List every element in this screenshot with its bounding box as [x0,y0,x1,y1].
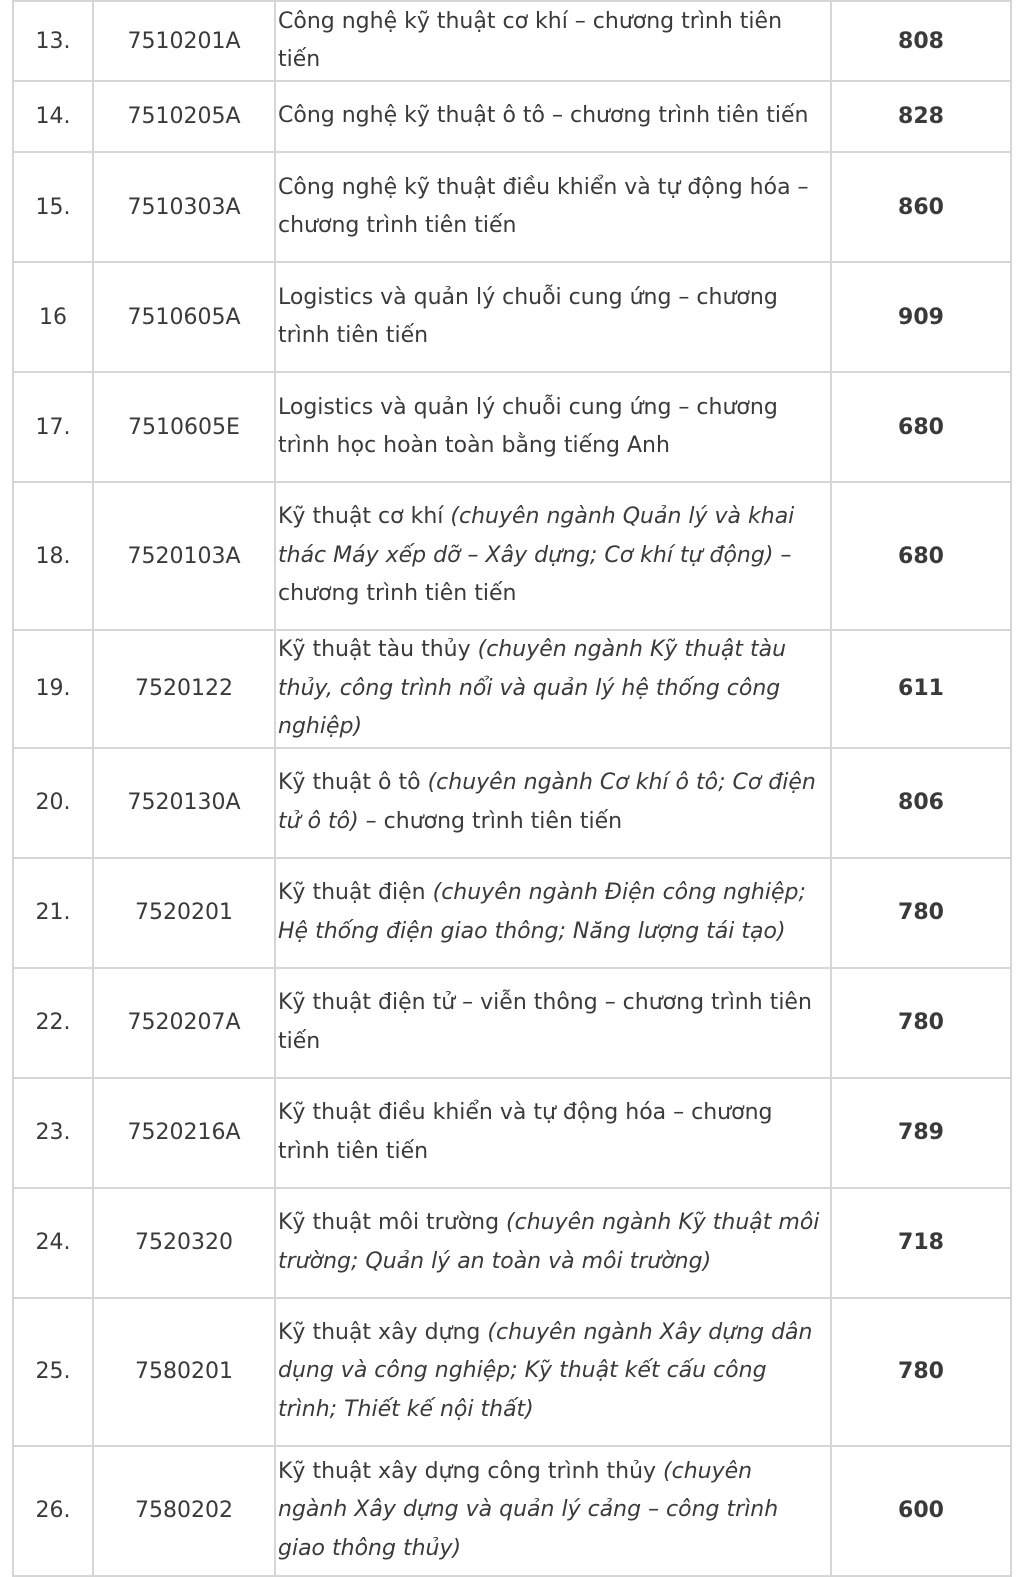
major-code: 7520320 [93,1188,275,1298]
major-code: 7520103A [93,482,275,630]
major-code: 7520216A [93,1078,275,1188]
cutoff-score: 780 [831,1298,1011,1446]
major-name [275,968,831,1078]
major-name [275,262,831,372]
table-row [13,482,1011,630]
cutoff-score: 611 [831,630,1011,748]
cutoff-score: 680 [831,372,1011,482]
row-number: 26. [13,1446,93,1576]
major-specialization: (chuyên ngành Điện công nghiệp; Hệ thống điện giao thông; Năng lượng tái tạo) [278,880,806,944]
row-number: 19. [13,630,93,748]
major-name-text: Kỹ thuật xây dựng [278,1319,488,1345]
major-code: 7510205A [93,81,275,152]
major-name-text: Logistics và quản lý chuỗi cung ứng – chương trình học hoàn toàn bằng tiếng Anh [278,394,778,458]
row-number: 21. [13,858,93,968]
row-number: 13. [13,1,93,81]
row-number: 25. [13,1298,93,1446]
major-code: 7520130A [93,748,275,858]
table-row [13,630,1011,748]
major-specialization: (chuyên ngành Xây dựng dân dụng và công nghiệp; Kỹ thuật kết cấu công trình; Thiết kế nội thất) [278,1319,813,1422]
major-name [275,372,831,482]
row-number: 23. [13,1078,93,1188]
major-name [275,1188,831,1298]
table-row [13,372,1011,482]
major-code: 7510605E [93,372,275,482]
major-name [275,81,831,152]
row-number: 22. [13,968,93,1078]
table-row [13,748,1011,858]
row-number: 17. [13,372,93,482]
major-name [275,1,831,81]
major-code: 7520122 [93,630,275,748]
major-code: 7580201 [93,1298,275,1446]
major-name [275,1298,831,1446]
cutoff-score: 806 [831,748,1011,858]
major-code: 7520201 [93,858,275,968]
table-row [13,968,1011,1078]
major-code: 7510605A [93,262,275,372]
table-row [13,152,1011,262]
cutoff-score: 909 [831,262,1011,372]
major-specialization: (chuyên ngành Kỹ thuật tàu thủy, công trình nổi và quản lý hệ thống công nghiệp) [278,637,787,739]
major-program-suffix: – chương trình tiên tiến [278,542,792,607]
cutoff-score: 808 [831,1,1011,81]
major-specialization: (chuyên ngành Kỹ thuật môi trường; Quản lý an toàn và môi trường) [278,1210,820,1274]
major-code: 7520207A [93,968,275,1078]
row-number: 14. [13,81,93,152]
table-row [13,1446,1011,1576]
cutoff-score: 789 [831,1078,1011,1188]
cutoff-score: 780 [831,968,1011,1078]
major-name-text: Kỹ thuật điều khiển và tự động hóa – chương trình tiên tiến [278,1100,773,1164]
table-body [13,1,1011,1576]
major-name [275,1446,831,1576]
row-number: 24. [13,1188,93,1298]
major-specialization: (chuyên ngành Quản lý và khai thác Máy xếp dỡ – Xây dựng; Cơ khí tự động) [278,504,795,568]
major-name-text: Kỹ thuật ô tô [278,770,428,795]
major-name-text: Kỹ thuật môi trường [278,1210,507,1235]
row-number: 20. [13,748,93,858]
table-row [13,81,1011,152]
major-name-text: Công nghệ kỹ thuật điều khiển và tự động hóa – chương trình tiên tiến [278,174,809,238]
major-name-text: Logistics và quản lý chuỗi cung ứng – chương trình tiên tiến [278,284,778,348]
major-name-text: Công nghệ kỹ thuật ô tô – chương trình tiên tiến [278,103,809,129]
major-name-text: Kỹ thuật điện [278,880,433,905]
table-row [13,262,1011,372]
table-row [13,1298,1011,1446]
major-name [275,152,831,262]
major-specialization: (chuyên ngành Xây dựng và quản lý cảng – công trình giao thông thủy) [278,1458,779,1561]
table-row [13,858,1011,968]
major-name [275,630,831,748]
major-code: 7580202 [93,1446,275,1576]
admission-score-table [12,0,1012,1577]
major-name-text: Công nghệ kỹ thuật cơ khí – chương trình tiên tiến [278,8,783,72]
table-row [13,1188,1011,1298]
row-number: 16 [13,262,93,372]
major-name-text: Kỹ thuật tàu thủy [278,637,478,662]
major-name-text: Kỹ thuật cơ khí [278,504,451,530]
row-number: 15. [13,152,93,262]
cutoff-score: 828 [831,81,1011,152]
table-row [13,1078,1011,1188]
major-name [275,482,831,630]
row-number: 18. [13,482,93,630]
major-name [275,748,831,858]
cutoff-score: 600 [831,1446,1011,1576]
cutoff-score: 718 [831,1188,1011,1298]
major-code: 7510303A [93,152,275,262]
major-specialization: (chuyên ngành Cơ khí ô tô; Cơ điện tử ô tô) [278,770,816,834]
major-name [275,858,831,968]
major-name [275,1078,831,1188]
major-name-text: Kỹ thuật xây dựng công trình thủy [278,1458,664,1484]
cutoff-score: 860 [831,152,1011,262]
table-row [13,1,1011,81]
major-code: 7510201A [93,1,275,81]
major-program-suffix: – chương trình tiên tiến [358,808,623,834]
cutoff-score: 780 [831,858,1011,968]
cutoff-score: 680 [831,482,1011,630]
major-name-text: Kỹ thuật điện tử – viễn thông – chương trình tiên tiến [278,990,812,1054]
